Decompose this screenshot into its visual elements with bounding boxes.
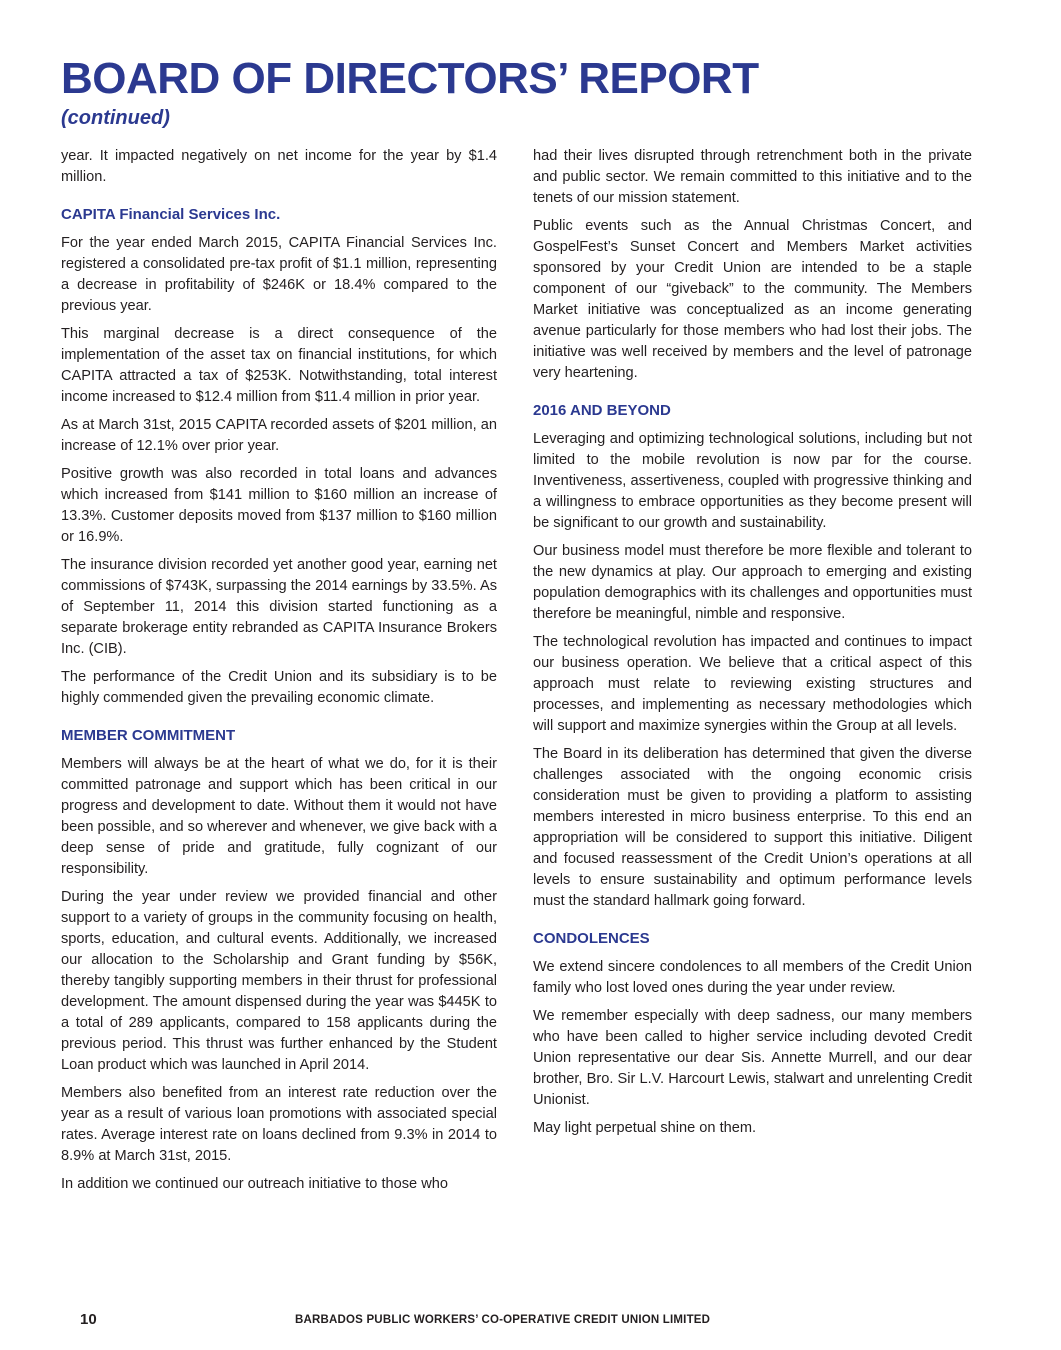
condolences-paragraph-1: We extend sincere condolences to all members of the Credit Union family who lost loved ones during the year under review.: [533, 959, 972, 996]
member-paragraph-2: During the year under review we provided financial and other support to a variety of groups in the community focusing on health, sports, education, and cultural events. Additionally, we increased our allocation to the Scholarship and Grant funding by $56K, thereby tangibly supporting members in their thrust for professional development. The amount dispensed during the year was $445K to a total of 289 applicants, compared to 158 applicants during the previous period. This thrust was further enhanced by the Student Loan product which was launched in April 2014.: [61, 889, 497, 1073]
section-heading-2016-and-beyond: 2016 AND BEYOND: [533, 402, 671, 419]
right-column: [533, 146, 972, 1146]
condolences-paragraph-2: We remember especially with deep sadness, our many members who have been called to higher service including devoted Credit Union representative our dear Sis. Annette Murrell, and our dear brother, Bro. Sir L.V. Harcourt Lewis, stalwart and unrelenting Credit Unionist.: [533, 1008, 972, 1108]
public-events-paragraph: Public events such as the Annual Christmas Concert, and GospelFest’s Sunset Concert and Members Market activities sponsored by your Credit Union are intended to be a staple component of our “giveback” to the community. The Members Market initiative was conceptualized as an income generating avenue particularly for those members who had lost their jobs. The initiative was well received by members and the level of patronage very heartening.: [533, 218, 972, 381]
page-title: BOARD OF DIRECTORS’ REPORT: [61, 54, 759, 103]
footer-organization: BARBADOS PUBLIC WORKERS’ CO-OPERATIVE CREDIT UNION LIMITED: [295, 1314, 711, 1326]
section-heading-condolences: CONDOLENCES: [533, 930, 650, 947]
member-paragraph-1: Members will always be at the heart of what we do, for it is their committed patronage and support which has been critical in our progress and development to date. Without them it would not have been possible, and so wherever and whenever, we give back with a deep sense of pride and gratitude, fully cognizant of our responsibility.: [61, 756, 497, 877]
capita-paragraph-3: As at March 31st, 2015 CAPITA recorded assets of $201 million, an increase of 12.1% over prior year.: [61, 417, 497, 454]
left-column: [61, 146, 497, 1202]
beyond-paragraph-1: Leveraging and optimizing technological solutions, including but not limited to the mobile revolution is now par for the course. Inventiveness, assertiveness, coupled with progressive thinking and a willingness to embrace opportunities as they become present will be significant to our growth and sustainability.: [533, 431, 972, 531]
beyond-paragraph-2: Our business model must therefore be more flexible and tolerant to the new dynamics at play. Our approach to emerging and existing population demographics with its challenges and opportunities must therefore be meaningful, nimble and responsive.: [533, 543, 972, 622]
beyond-paragraph-3: The technological revolution has impacted and continues to impact our business operation. We believe that a critical aspect of this approach must relate to reviewing existing structures and processes, and implementing as necessary methodologies which will support and maximize synergies within the Group at all levels.: [533, 634, 972, 734]
member-paragraph-3: Members also benefited from an interest rate reduction over the year as a result of various loan promotions with associated special rates. Average interest rate on loans declined from 9.3% in 2014 to 8.9% at March 31st, 2015.: [61, 1085, 497, 1164]
capita-paragraph-4: Positive growth was also recorded in total loans and advances which increased from $141 million to $160 million an increase of 13.3%. Customer deposits moved from $137 million to $160 million or 16.9%.: [61, 466, 497, 545]
page-subtitle: (continued): [61, 107, 170, 129]
section-heading-member-commitment: MEMBER COMMITMENT: [61, 727, 236, 744]
page-number: 10: [80, 1311, 97, 1328]
section-heading-capita: CAPITA Financial Services Inc.: [61, 206, 281, 223]
intro-paragraph: year. It impacted negatively on net income for the year by $1.4 million.: [61, 148, 497, 185]
outreach-continued-paragraph: had their lives disrupted through retrenchment both in the private and public sector. We remain committed to this initiative and to the tenets of our mission statement.: [533, 148, 972, 206]
member-paragraph-4: In addition we continued our outreach initiative to those who: [61, 1176, 448, 1192]
capita-paragraph-1: For the year ended March 2015, CAPITA Financial Services Inc. registered a consolidated pre-tax profit of $1.1 million, representing a decrease in profitability of $246K or 18.4% compared to the previous year.: [61, 235, 497, 314]
capita-paragraph-5: The insurance division recorded yet another good year, earning net commissions of $743K, surpassing the 2014 earnings by 33.5%. As of September 11, 2014 this division started functioning as a separate brokerage entity rebranded as CAPITA Insurance Brokers Inc. (CIB).: [61, 557, 497, 657]
condolences-paragraph-3: May light perpetual shine on them.: [533, 1120, 757, 1136]
capita-paragraph-6: The performance of the Credit Union and its subsidiary is to be highly commended given the prevailing economic climate.: [61, 669, 497, 706]
beyond-paragraph-4: The Board in its deliberation has determined that given the diverse challenges associated with the ongoing economic crisis consideration must be given to providing a platform to assisting members interested in micro business enterprise. To this end an appropriation will be considered to support this initiative. Diligent and focused reassessment of the Credit Union’s operations at all levels to ensure sustainability and optimum performance levels must the standard hallmark going forward.: [533, 746, 972, 909]
capita-paragraph-2: This marginal decrease is a direct consequence of the implementation of the asset tax on financial institutions, for which CAPITA attracted a tax of $253K. Notwithstanding, total interest income increased to $12.4 million from $11.4 million in prior year.: [61, 326, 497, 405]
